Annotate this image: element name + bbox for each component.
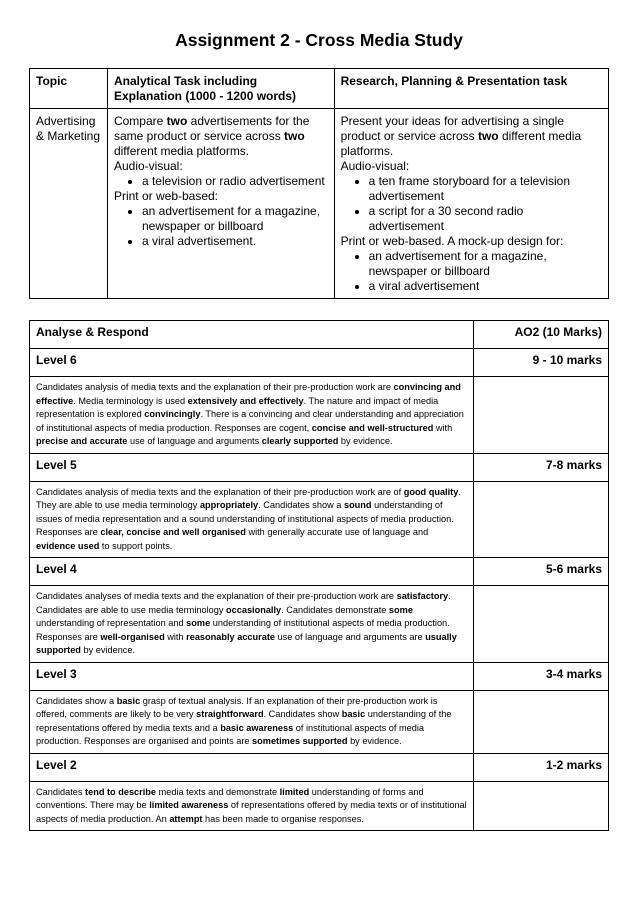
emphasis-text: attempt xyxy=(169,813,203,824)
emphasis-text: convincingly xyxy=(144,409,201,419)
topic-table-row xyxy=(30,109,609,299)
level-description xyxy=(30,690,474,753)
description-text: . Candidates show xyxy=(263,709,342,719)
emphasis-text: clear, concise and well organised xyxy=(100,527,246,537)
level-description-row xyxy=(30,377,609,454)
analytical-av-list xyxy=(114,174,328,189)
description-text: . The nature and impact of media representation is explored xyxy=(36,395,439,419)
header-topic: Topic xyxy=(30,69,108,109)
level-description xyxy=(30,481,474,558)
emphasis-text: limited awareness xyxy=(149,800,229,810)
level-row xyxy=(30,753,609,781)
description-text: has been made to organise responses. xyxy=(202,813,364,824)
description-text: grasp of textual analysis. If an explanation of their pre-production work is offered, comments are likely to be very xyxy=(36,695,438,719)
emphasis-text: tend to describe xyxy=(85,786,157,797)
emphasis-text: satisfactory xyxy=(396,591,449,601)
level-marks: 5-6 marks xyxy=(474,558,609,586)
description-text: understanding of issues of media representation and a sound understanding of institutional aspects of media production. Responses are xyxy=(36,500,454,537)
analytical-task-cell xyxy=(107,109,334,299)
level-description xyxy=(30,781,474,831)
research-intro: Present your ideas for advertising a single product or service across two different media platforms. xyxy=(340,114,582,158)
emphasis-text: straightforward xyxy=(196,709,264,719)
rubric-header-marks: AO2 (10 Marks) xyxy=(474,321,609,349)
emphasis-text: well-organised xyxy=(100,631,165,642)
research-task-cell xyxy=(334,109,608,299)
emphasis-text: basic xyxy=(116,695,141,706)
research-av-label: Audio-visual: xyxy=(340,159,410,173)
list-item: • an advertisement for a magazine, newspaper or billboard xyxy=(369,249,602,279)
level-label: Level 3 xyxy=(30,662,474,690)
analytical-pw-list xyxy=(114,204,328,249)
description-text: with generally accurate use of language and xyxy=(245,527,429,537)
analytical-intro: Compare two advertisements for the same product or service across two different media platforms. xyxy=(113,114,310,158)
description-text: understanding of institutional aspects of media production. Responses are xyxy=(36,618,450,642)
analytical-pw-label: Print or web-based: xyxy=(113,189,219,203)
level-description-row xyxy=(30,781,609,831)
description-text: of institutional aspects of media production. Responses are organised and points are xyxy=(36,722,424,746)
emphasis-text: clearly supported xyxy=(261,436,339,446)
level-row xyxy=(30,558,609,586)
topic-cell xyxy=(30,109,108,299)
level-row xyxy=(30,662,609,690)
description-text: Candidates analysis of media texts and the explanation of their pre-production work are xyxy=(36,382,394,392)
list-item: • an advertisement for a magazine, newspaper or billboard xyxy=(142,204,328,234)
emphasis-text: sound xyxy=(343,500,372,510)
description-text: . Candidates demonstrate xyxy=(281,604,389,615)
level-description-row xyxy=(30,481,609,558)
emphasis-text: reasonably accurate xyxy=(186,631,276,642)
research-pw-list xyxy=(341,249,602,294)
level-marks: 9 - 10 marks xyxy=(474,349,609,377)
level-marks-empty-cell xyxy=(474,377,609,454)
emphasis-text: basic awareness xyxy=(220,722,294,733)
list-item: • a television or radio advertisement xyxy=(142,174,328,189)
header-analytical-task: Analytical Task including Explanation (1000 - 1200 words) xyxy=(107,69,334,109)
description-text: to support points. xyxy=(99,540,173,551)
description-text: . Candidates are able to use media terminology xyxy=(36,591,451,615)
description-text: with xyxy=(164,631,187,642)
emphasis-text: concise and well-structured xyxy=(311,422,434,433)
list-item: • a script for a 30 second radio advertisement xyxy=(369,204,602,234)
level-marks-empty-cell xyxy=(474,781,609,831)
list-item: • a ten frame storyboard for a television advertisement xyxy=(369,174,602,204)
emphasis-text: precise and accurate xyxy=(36,436,128,446)
level-marks: 1-2 marks xyxy=(474,753,609,781)
description-text: by evidence. xyxy=(347,736,402,746)
level-description xyxy=(30,586,474,663)
emphasis-text: some xyxy=(388,604,413,615)
emphasis-text: sometimes supported xyxy=(252,736,348,746)
description-text: understanding of the representations offered by media texts and a xyxy=(36,709,452,733)
list-item: • a viral advertisement xyxy=(369,279,602,294)
topic-table xyxy=(29,68,609,299)
level-description-row xyxy=(30,586,609,663)
description-text: by evidence. xyxy=(80,645,136,655)
analytical-av-label: Audio-visual: xyxy=(113,159,183,173)
topic-table-header-row xyxy=(30,69,609,109)
description-text: understanding of forms and conventions. There may be xyxy=(36,786,424,810)
level-marks: 7-8 marks xyxy=(474,453,609,481)
description-text: by evidence. xyxy=(338,436,393,446)
level-marks-empty-cell xyxy=(474,481,609,558)
level-marks: 3-4 marks xyxy=(474,662,609,690)
level-label: Level 5 xyxy=(30,453,474,481)
rubric-header-row xyxy=(30,321,609,349)
description-text: use of language and arguments are xyxy=(275,631,426,642)
level-marks-empty-cell xyxy=(474,690,609,753)
level-label: Level 6 xyxy=(30,349,474,377)
header-research-task: Research, Planning & Presentation task xyxy=(334,69,608,109)
description-text: . There is a convincing and clear understanding and appreciation of institutional aspects of media production. Responses are cogent, xyxy=(36,409,464,433)
rubric-header-label: Analyse & Respond xyxy=(30,321,474,349)
description-text: . Media terminology is used xyxy=(73,395,188,406)
description-text: Candidates analysis of media texts and the explanation of their pre-production work are of xyxy=(36,486,404,497)
emphasis-text: some xyxy=(186,618,211,628)
emphasis-text: convincing and effective xyxy=(36,382,461,406)
emphasis-text: occasionally xyxy=(226,604,282,615)
emphasis-text: evidence used xyxy=(36,540,100,551)
level-description-row xyxy=(30,690,609,753)
research-pw-label: Print or web-based. A mock-up design for: xyxy=(340,234,564,248)
emphasis-text: good quality xyxy=(403,486,459,497)
emphasis-text: usually supported xyxy=(36,631,457,655)
topic-text: Advertising & Marketing xyxy=(36,114,101,143)
research-av-list xyxy=(341,174,602,234)
level-label: Level 4 xyxy=(30,558,474,586)
level-row xyxy=(30,453,609,481)
description-text: use of language and arguments xyxy=(127,436,262,446)
description-text: with xyxy=(433,422,453,433)
description-text: Candidates analyses of media texts and the explanation of their pre-production work are xyxy=(36,591,397,601)
description-text: of representations offered by media texts or of institutional aspects of media production. An xyxy=(36,800,467,824)
level-marks-empty-cell xyxy=(474,586,609,663)
description-text: Candidates xyxy=(36,786,86,797)
page-title: Assignment 2 - Cross Media Study xyxy=(175,30,463,50)
emphasis-text: appropriately xyxy=(199,500,259,510)
description-text: understanding of representation and xyxy=(36,618,187,628)
emphasis-text: basic xyxy=(341,709,366,719)
description-text: Candidates show a xyxy=(36,695,117,706)
emphasis-text: limited xyxy=(279,786,310,797)
rubric-table xyxy=(29,320,609,831)
level-row xyxy=(30,349,609,377)
level-label: Level 2 xyxy=(30,753,474,781)
list-item: • a viral advertisement. xyxy=(142,234,328,249)
emphasis-text: extensively and effectively xyxy=(187,395,304,406)
description-text: media texts and demonstrate xyxy=(156,786,280,797)
description-text: . They are able to use media terminology xyxy=(36,486,461,510)
level-description xyxy=(30,377,474,454)
description-text: . Candidates show a xyxy=(258,500,344,510)
